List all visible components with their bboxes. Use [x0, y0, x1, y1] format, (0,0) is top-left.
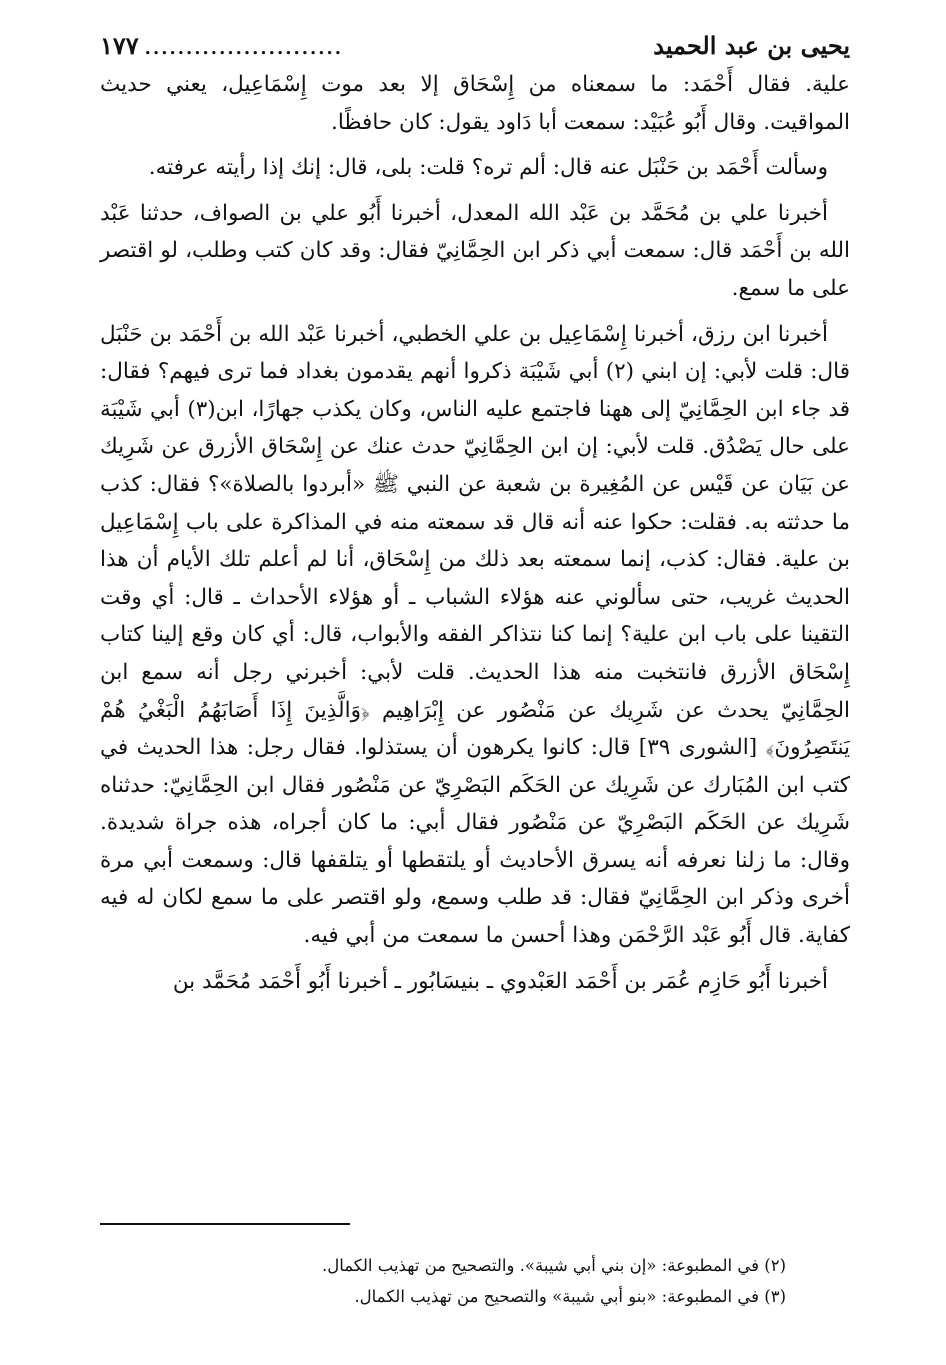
footnote-3: (٣) في المطبوعة: «بنو أبي شيبة» والتصحيح من تهذيب الكمال. — [354, 1287, 786, 1306]
paragraph-5: أخبرنا أَبُو حَازِم عُمَر بن أَحْمَد العَبْدوي ـ بنيسَابُور ـ أخبرنا أَبُو أَحْمَد مُحَمَّد بن — [172, 968, 828, 994]
running-title: يحيى بن عبد الحميد — [653, 31, 850, 60]
main-text — [100, 66, 850, 1000]
paragraph-3: أخبرنا علي بن مُحَمَّد بن عَبْد الله المعدل، أخبرنا أَبُو علي بن الصواف، حدثنا عَبْد الله بن أَحْمَد قال: سمعت أبي ذكر ابن الحِمَّانِيّ فقال: وقد كان كتب وطلب، لو اقتصر على ما سمع. — [100, 200, 850, 301]
footnote-2: (٢) في المطبوعة: «إن بني أبي شيبة». والتصحيح من تهذيب الكمال. — [321, 1256, 786, 1275]
footnote-divider — [100, 1223, 350, 1225]
header-leader-dots: ........................ — [144, 38, 344, 59]
paragraph-1: علية. فقال أَحْمَد: ما سمعناه من إِسْحَاق إلا بعد موت إِسْمَاعِيل، يعني حديث المواقيت. وقال أَبُو عُبَيْد: سمعت أبا دَاود يقول: كان حافظًا. — [100, 72, 850, 135]
book-page — [100, 26, 850, 1008]
running-header — [100, 26, 850, 66]
footnotes — [186, 1250, 786, 1312]
page-number: ١٧٧ — [100, 31, 139, 60]
paragraph-2: وسألت أَحْمَد بن حَنْبَل عنه قال: ألم تره؟ قلت: بلى، قال: إنك إذا رأيته عرفته. — [148, 155, 828, 181]
paragraph-4: أخبرنا ابن رزق، أخبرنا إِسْمَاعِيل بن علي الخطبي، أخبرنا عَبْد الله بن أَحْمَد بن حَنْبَل قال: قلت لأبي: إن ابني (٢) أبي شَيْبَة ذكروا أنهم يقدمون بغداد فما ترى فيهم؟ فقال: قد جاء ابن الحِمَّانِيّ إلى ههنا فاجتمع عليه الناس، وكان يكذب جهارًا، ابن(٣) أبي شَيْبَة على حال يَصْدُق. قلت لأبي: إن ابن الحِمَّانِيّ حدث عنك عن إِسْحَاق الأزرق عن شَرِيك عن بَيَان عن قَيْس عن المُغِيرة بن شعبة عن النبي ﷺ «أبردوا بالصلاة»؟ فقال: كذب ما حدثته به. فقلت: حكوا عنه أنه قال قد سمعته منه في المذاكرة على باب إِسْمَاعِيل بن علية. فقال: كذب، إنما سمعته بعد ذلك من إِسْحَاق، أنا لم أعلم تلك الأيام أن هذا الحديث غريب، حتى سألوني عنه هؤلاء الشباب ـ أو هؤلاء الأحداث ـ قال: أي وقت التقينا على باب ابن علية؟ إنما كنا نتذاكر الفقه والأبواب، قال: أي كان وقع إلينا كتاب إِسْحَاق الأزرق فانتخبت منه هذا الحديث. قلت لأبي: أخبرني رجل أنه سمع ابن الحِمَّانِيّ يحدث عن شَرِيك عن مَنْصُور عن إِبْرَاهِيم ﴿وَالَّذِينَ إِذَا أَصَابَهُمُ الْبَغْيُ هُمْ يَنتَصِرُونَ﴾ [الشورى ٣٩] قال: كانوا يكرهون أن يستذلوا. فقال رجل: هذا الحديث في كتب ابن المُبَارك عن شَرِيك عن الحَكَم البَصْرِيّ عن مَنْصُور فقال ابن الحِمَّانِيّ: حدثناه شَرِيك عن الحَكَم البَصْرِيّ عن مَنْصُور فقال أبي: ما كان أجراه، هذه جراة شديدة. وقال: ما زلنا نعرفه أنه يسرق الأحاديث أو يلتقطها أو يتلقفها قال: وسمعت أبي مرة أخرى وذكر ابن الحِمَّانِيّ فقال: قد طلب وسمع، ولو اقتصر على ما سمع لكان له فيه كفاية. قال أَبُو عَبْد الرَّحْمَن وهذا أحسن ما سمعت من أبي فيه. — [100, 321, 851, 949]
